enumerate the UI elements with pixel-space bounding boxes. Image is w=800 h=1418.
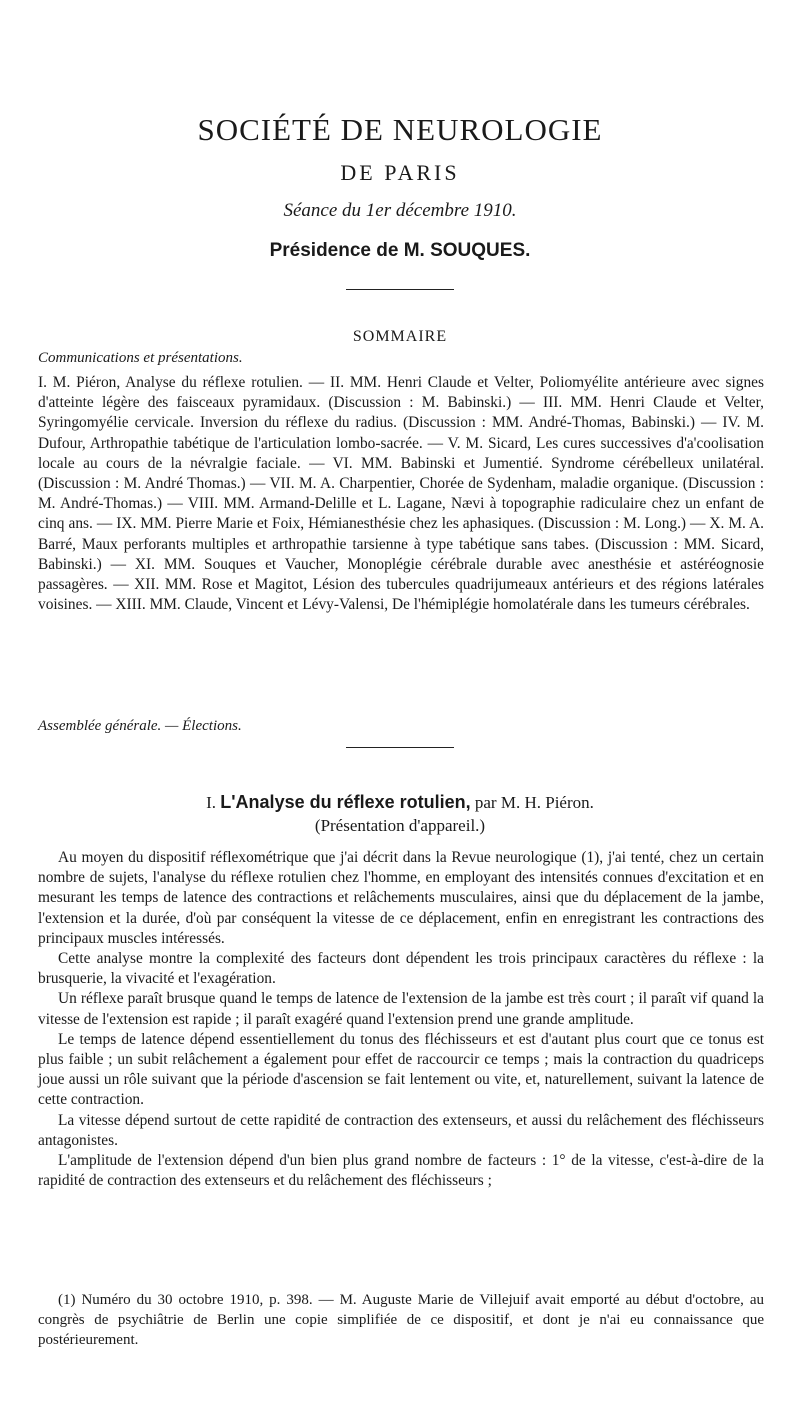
paragraph: Le temps de latence dépend essentiellement du tonus des fléchisseurs et est d'autant plus court que ce tonus est plus faible ; un subit relâchement a également pour effet de raccourcir ce temps ; mais la contraction du quadriceps joue aussi un rôle suivant que la période d'ascension se fait lentement ou vite, et, naturellement, suivant la latence de cette contraction. xyxy=(38,1030,764,1109)
sommaire-subheading: Communications et présentations. xyxy=(38,350,243,366)
divider-rule xyxy=(346,289,454,290)
society-subtitle: DE PARIS xyxy=(340,160,460,185)
divider-rule xyxy=(346,747,454,748)
sommaire-footer: Assemblée générale. — Élections. xyxy=(38,718,242,734)
paragraph: L'amplitude de l'extension dépend d'un bien plus grand nombre de facteurs : 1° de la vitesse, c'est-à-dire de la rapidité de contraction des extenseurs et du relâchement des fléchisseurs ; xyxy=(38,1152,764,1190)
society-title: SOCIÉTÉ DE NEUROLOGIE xyxy=(197,112,603,147)
article-title xyxy=(0,792,800,813)
sommaire-heading: SOMMAIRE xyxy=(352,328,448,345)
footnote xyxy=(38,1290,764,1350)
paragraph: Un réflexe paraît brusque quand le temps de latence de l'extension de la jambe est très court ; il paraît vif quand la vitesse de l'extension est rapide ; il paraît exagéré quand l'extension prend une grande amplitude. xyxy=(38,990,764,1028)
article-body xyxy=(38,848,764,1191)
article-title-bold: L'Analyse du réflexe rotulien, xyxy=(220,792,471,812)
article-title-prefix: I. xyxy=(206,793,221,812)
article-title-suffix: par M. H. Piéron. xyxy=(470,793,594,812)
article-subtitle: (Présentation d'appareil.) xyxy=(314,816,486,835)
sommaire-body: I. M. Piéron, Analyse du réflexe rotulien. — II. MM. Henri Claude et Velter, Poliomyélite antérieure avec signes d'atteinte légère des faisceaux pyramidaux. (Discussion : M. Babinski.) — III. MM. Henri Claude et Velter, Syringomyélie cervicale. Inversion du réflexe du radius. (Discussion : MM. André-Thomas, Babinski.) — IV. M. Dufour, Arthropathie tabétique de l'articulation lombo-sacrée. — V. M. Sicard, Les cures successives d'a'coolisation locale au cours de la névralgie faciale. — VI. MM. Babinski et Jumentié. Syndrome cérébelleux unilatéral. (Discussion : M. André Thomas.) — VII. M. A. Charpentier, Chorée de Sydenham, maladie organique. (Discussion : M. André-Thomas.) — VIII. MM. Armand-Delille et L. Lagane, Nævi à topographie radiculaire chez un enfant de cinq ans. — IX. MM. Pierre Marie et Foix, Hémianesthésie chez les aphasiques. (Discussion : M. Long.) — X. M. A. Barré, Maux perforants multiples et arthropathie tarsienne à type tabétique sans tabes. (Discussion : MM. Sicard, Babinski.) — XI. MM. Souques et Vaucher, Monoplégie cérébrale durable avec anesthésie et astéréognosie passagères. — XII. MM. Rose et Magitot, Lésion des tubercules quadrijumeaux antérieurs et des régions latérales voisines. — XIII. MM. Claude, Vincent et Lévy-Valensi, De l'hémiplégie homolatérale dans les tumeurs cérébrales. xyxy=(38,374,764,614)
footnote-text: (1) Numéro du 30 octobre 1910, p. 398. — M. Auguste Marie de Villejuif avait emporté au début d'octobre, au congrès de psychiâtrie de Berlin une copie simplifiée de ce dispositif, et dont je n'ai eu connaissance que postérieurement. xyxy=(38,1292,764,1348)
paragraph: La vitesse dépend surtout de cette rapidité de contraction des extenseurs, et aussi du relâchement des fléchisseurs antagonistes. xyxy=(38,1111,764,1149)
paragraph: Au moyen du dispositif réflexométrique que j'ai décrit dans la Revue neurologique (1), j'ai tenté, chez un certain nombre de sujets, l'analyse du réflexe rotulien chez l'homme, en employant des intensités connues d'excitation et en mesurant les temps de latence des contractions et relâchements musculaires, ainsi que du déplacement de la jambe, l'extension et la durée, d'où par conséquent la vitesse de ce déplacement, enfin en enregistrant les contractions des principaux muscles intéressés. xyxy=(38,849,764,947)
presidence-line: Présidence de M. SOUQUES. xyxy=(269,240,531,261)
seance-date: Séance du 1er décembre 1910. xyxy=(283,200,517,221)
paragraph: Cette analyse montre la complexité des facteurs dont dépendent les trois principaux caractères du réflexe : la brusquerie, la vivacité et l'exagération. xyxy=(38,950,764,988)
